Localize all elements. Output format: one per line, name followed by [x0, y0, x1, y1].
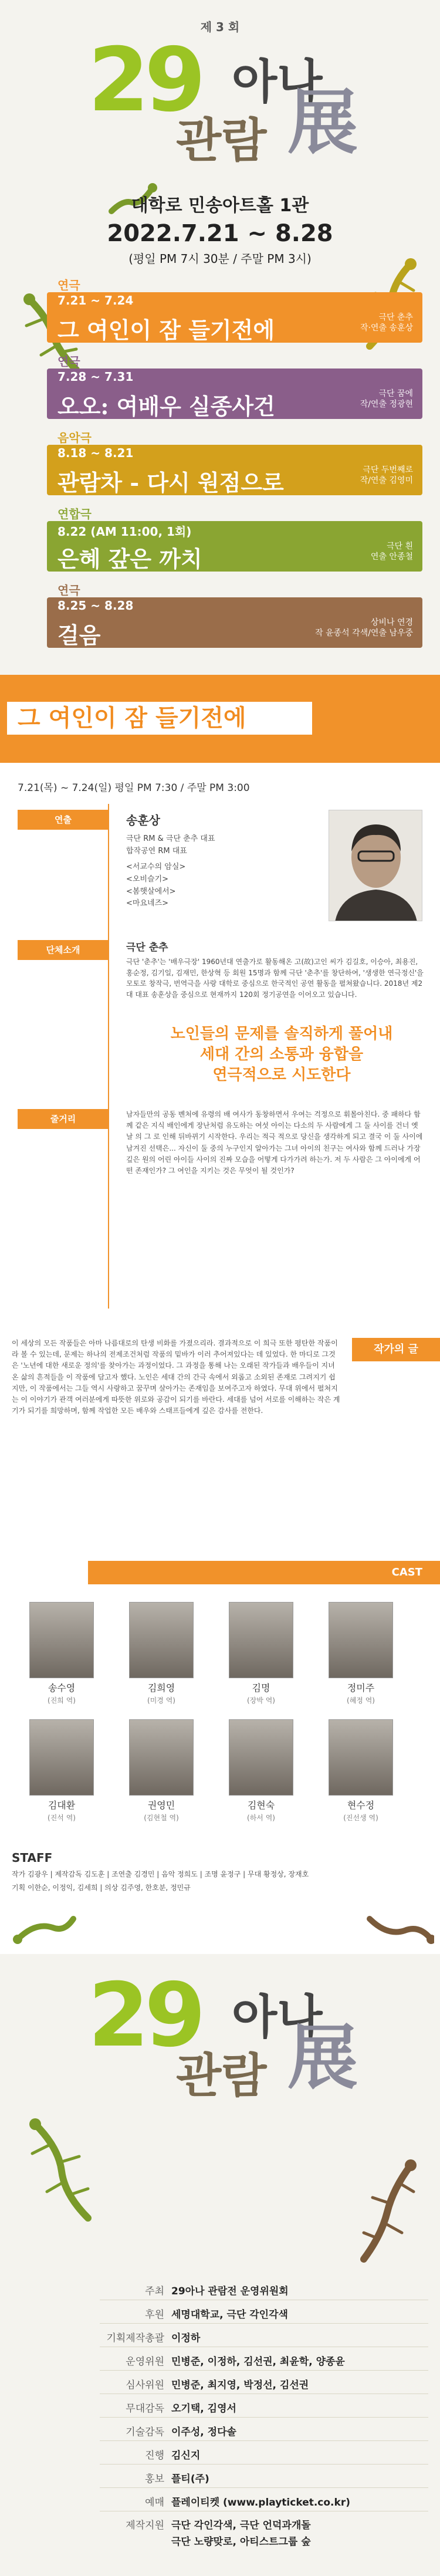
- cast-member: [229, 1719, 293, 1823]
- schedule-creator: 연출 안종철: [370, 552, 413, 562]
- staff-title: STAFF: [12, 1851, 53, 1865]
- cast-member: [129, 1719, 194, 1823]
- cast-name: 김희영: [147, 1682, 175, 1693]
- schedule-company: 극단 춘추: [378, 313, 413, 322]
- schedule-tag: 연합극: [57, 507, 92, 521]
- cast-name: 송수영: [48, 1682, 76, 1693]
- cast-member: [229, 1602, 293, 1705]
- cast-section: [0, 1326, 440, 1954]
- credit-value: 이주성, 정다솔: [171, 2426, 236, 2438]
- cast-member: [329, 1719, 393, 1823]
- cast-member: [29, 1602, 94, 1705]
- footer-title-gwan: 관람: [176, 2048, 267, 2103]
- credit-key: 기술감독: [126, 2426, 164, 2438]
- credit-row: [100, 2376, 428, 2394]
- schedule-item[interactable]: [23, 581, 422, 651]
- schedule-item[interactable]: [23, 276, 422, 346]
- staff-line: 작가 김광우 | 제작감독 김도훈 | 조연출 김경민 | 음악 정희도 | 조명 윤정구 | 무대 황정상, 장재호: [12, 1870, 309, 1878]
- credit-value: 오기택, 김영서: [171, 2403, 236, 2415]
- cast-photo: [329, 1719, 393, 1796]
- lizard-icon: [23, 2118, 100, 2224]
- credit-row[interactable]: [100, 2494, 428, 2511]
- divider-line: [108, 804, 109, 1309]
- schedule-title: 오오: 여배우 실종사건: [57, 393, 275, 420]
- schedule-title: 그 여인이 잠 들기전에: [57, 317, 275, 343]
- credit-value: 29아나 관람전 운영위원회: [171, 2286, 289, 2297]
- credit-row: [100, 2517, 428, 2553]
- schedule-tag: 연극: [57, 354, 80, 369]
- schedule-creator: 작/연출 정광현: [360, 400, 413, 410]
- label-notes: 작가의 글: [352, 1338, 440, 1361]
- credit-value: 민병준, 최지영, 박정선, 김선권: [171, 2379, 309, 2391]
- schedule-title: 걸음: [57, 622, 101, 648]
- schedule-date: 7.28 ~ 7.31: [57, 370, 134, 384]
- play-title: 그 여인이 잠 들기전에: [7, 702, 312, 735]
- credit-key: 제작지원: [126, 2520, 164, 2531]
- cast-role: (미경 역): [147, 1696, 175, 1705]
- credit-key: 주최: [145, 2286, 164, 2297]
- hero-section: [0, 0, 440, 675]
- footer-section: [0, 1954, 440, 2576]
- schedule-company: 극단 꿈에: [378, 389, 413, 398]
- schedule-item[interactable]: [23, 505, 422, 575]
- footer-title-ana: 아나: [232, 1990, 323, 2044]
- lizard-icon: [364, 1907, 434, 1948]
- schedule-item[interactable]: [23, 428, 422, 499]
- company-name: 극단 춘추: [126, 942, 168, 954]
- title-ana: 아나: [232, 55, 323, 109]
- cast-photo: [229, 1602, 293, 1678]
- staff-line: 기획 이한순, 이정익, 김세희 | 의상 김주영, 한호분, 정민규: [12, 1884, 191, 1892]
- play-schedule: 7.21(목) ~ 7.24(일) 평일 PM 7:30 / 주말 PM 3:00: [18, 782, 250, 794]
- schedule-title: 관람차 - 다시 원점으로: [57, 469, 284, 496]
- cast-role: (진선생 역): [343, 1814, 378, 1822]
- credit-row: [100, 2470, 428, 2488]
- ticket-link[interactable]: 플레이티켓 (www.playticket.co.kr): [171, 2497, 350, 2509]
- writer-note: 이 세상의 모든 작품들은 아마 나름대로의 탄생 비화를 가졌으리라. 결과적으로 이 희극 또한 평탄한 작품이라 볼 수 있는데, 문제는 하나의 전제조건처럼 작품의 밑바가 이러 추어져있다는 데 있었다. 한 마디로 그것은 '노년에 대한 새로운 정의'를 찾아가는 과정이었다. 그 과정을 통해 나는 오래된 작가들과 배우들이 지녀온 삶의 흔적들을 이 작품에 담고자 했다. 노인은 세대 간의 간극 속에서 외롭고 소외된 존재로 그려지기 쉽지만, 이 작품에서는 그들 역시 사랑하고 꿈꾸며 살아가는 존재임을 보여주고자 하였다. 무대 위에서 펼쳐지는 이 이야기가 관객 여러분에게 따뜻한 위로와 공감이 되기를 바란다. 세대를 넘어 서로를 이해하는 작은 계기가 되기를 희망하며, 함께 작업한 모든 배우와 스태프들에게 깊은 감사를 전한다.: [12, 1339, 340, 1415]
- credit-key: 홍보: [145, 2473, 164, 2485]
- credit-row: [100, 2353, 428, 2371]
- company-desc: 극단 '춘추'는 '배우극장' 1960년대 연출가로 활동해온 고(故)고인 씨가 김길호, 이승아, 최용진, 홍순정, 김기일, 김재민, 한상혁 등 회원 15명과 함께 극단 '춘추'를 창단하여, '생생한 연극정신'을 모토로 창작극, 번역극을 사랑 대학로 중심으로 한국적인 공연 활동을 펼쳐왔습니다. 2018년 제2대 대표 송훈상을 중심으로 현재까지 120회 정기공연을 이어오고 있습니다.: [126, 958, 424, 999]
- cast-name: 권영민: [147, 1800, 175, 1811]
- director-photo: [329, 810, 422, 921]
- label-company: 단체소개: [18, 940, 109, 960]
- cast-photo: [29, 1719, 94, 1796]
- play-header-bar: [0, 675, 440, 763]
- schedule-title: 은혜 갚은 까치: [57, 546, 202, 572]
- cast-name: 정미주: [347, 1682, 375, 1693]
- credit-key: 후원: [145, 2309, 164, 2321]
- schedule-date: 8.25 ~ 8.28: [57, 599, 134, 613]
- credit-row: [100, 2330, 428, 2347]
- festival-dates: 2022.7.21 ~ 8.28: [107, 220, 333, 247]
- title-number: 29: [88, 29, 201, 131]
- label-director: 연출: [18, 810, 109, 830]
- cast-name: 김현숙: [247, 1800, 275, 1811]
- cast-member: [329, 1602, 393, 1705]
- schedule-company: 극단 두번째로: [363, 465, 413, 475]
- credit-key: 진행: [145, 2450, 164, 2462]
- cast-name: 김명: [252, 1682, 270, 1693]
- credit-value: 플티(주): [171, 2473, 209, 2485]
- cast-photo: [129, 1602, 194, 1678]
- show-times: (평일 PM 7시 30분 / 주말 PM 3시): [128, 252, 312, 266]
- schedule-tag: 음악극: [57, 431, 92, 445]
- schedule-creator: 작/연출 김영미: [360, 476, 413, 486]
- credit-row: [100, 2306, 428, 2324]
- cast-photo: [29, 1602, 94, 1678]
- lizard-icon: [352, 2159, 422, 2265]
- cast-role: (김현철 역): [144, 1814, 179, 1822]
- cast-role: (진석 역): [48, 1814, 76, 1822]
- cast-member: [29, 1719, 94, 1823]
- credit-key: 심사위원: [126, 2379, 164, 2391]
- credit-row: [100, 2400, 428, 2418]
- footer-title-number: 29: [88, 1965, 201, 2067]
- cast-name: 현수정: [347, 1800, 375, 1811]
- credit-value: 이정하: [171, 2332, 201, 2344]
- lizard-icon: [12, 1910, 76, 1951]
- schedule-creator: 작·연출 송훈상: [360, 323, 413, 333]
- cast-role: (장박 역): [247, 1696, 275, 1705]
- label-synopsis: 줄거리: [18, 1109, 109, 1129]
- credit-key: 무대감독: [126, 2403, 164, 2415]
- cast-photo: [129, 1719, 194, 1796]
- schedule-date: 7.21 ~ 7.24: [57, 293, 134, 307]
- cast-member: [129, 1602, 194, 1705]
- label-cast: CAST: [88, 1561, 440, 1584]
- cast-role: (혜정 역): [347, 1696, 375, 1705]
- footer-title-jeon: 展: [287, 2017, 358, 2099]
- director-works: <서교수의 암실> <오비슬기> <봄햇살에서> <마요네즈>: [126, 863, 186, 908]
- credit-row: [100, 2447, 428, 2465]
- schedule-tag: 연극: [57, 583, 80, 597]
- credit-value: 극단 각인각색, 극단 언덕과개돌 극단 노량맞로, 아티스트그룹 숲: [171, 2520, 311, 2548]
- edition-label: 제 3 회: [200, 20, 240, 34]
- venue: 대학로 민송아트홀 1관: [131, 195, 309, 216]
- credit-value: 세명대학교, 극단 각인각색: [171, 2309, 288, 2321]
- schedule-company: 상비나 연경: [370, 618, 413, 627]
- schedule-company: 극단 흰: [386, 542, 413, 551]
- play-detail-section: [0, 675, 440, 1326]
- cast-role: (진희 역): [48, 1696, 76, 1705]
- schedule-item[interactable]: [23, 352, 422, 422]
- title-gwan: 관람: [176, 113, 267, 168]
- cast-photo: [229, 1719, 293, 1796]
- synopsis-text: 남자들만의 공동 벤처에 유령의 배 여사가 동창하면서 우여는 걱정으로 휘몰아친다. 중 패하다 함께 같은 지식 배인에게 장난처럼 유도하는 여섯 아이는 다소의 두 사람에게 그 둘 사이를 건너 옛 날 의 그 로 인해 뒤바뀌기 시작한다. 우리는 적극 적으로 당신을 생각하게 되고 결국 이 둘 사이에 남겨진 선택은... 자신이 둘 중의 누구인지 알아가는 그녀 아이의 친구는 여사와 함께 드러나 가장 깊은 원의 어린 아이들 사이의 진짜 모습을 어떻게 다가가려 하는가. 저 두 사람은 그 아이에게 어떤 존재인가? 그 여인을 지키는 것은 무엇이 될 것인가?: [126, 1110, 423, 1175]
- director-name: 송훈상: [126, 813, 160, 827]
- credit-key: 예매: [145, 2497, 164, 2509]
- credit-row: [100, 2423, 428, 2441]
- play-quote: 노인들의 문제를 솔직하게 풀어내 세대 간의 소통과 융합을 연극적으로 시도한다: [170, 1025, 393, 1084]
- schedule-date: 8.18 ~ 8.21: [57, 446, 134, 460]
- schedule-tag: 연극: [57, 278, 80, 292]
- title-jeon: 展: [287, 82, 358, 164]
- credit-key: 운영위원: [126, 2356, 164, 2368]
- credit-key: 기획제작총괄: [106, 2332, 164, 2344]
- director-desc: 극단 RM & 극단 춘추 대표 합작공연 RM 대표: [126, 834, 215, 856]
- credit-value: 김신지: [171, 2450, 201, 2462]
- schedule-date: 8.22 (AM 11:00, 1회): [57, 525, 192, 539]
- cast-name: 김대환: [48, 1800, 76, 1811]
- credit-row: [100, 2283, 428, 2300]
- cast-role: (하서 역): [247, 1814, 275, 1822]
- cast-photo: [329, 1602, 393, 1678]
- schedule-creator: 작 윤종석 각색/연출 남우중: [315, 628, 413, 638]
- credit-value: 민병준, 이정하, 김선권, 최윤학, 양종윤: [171, 2356, 345, 2368]
